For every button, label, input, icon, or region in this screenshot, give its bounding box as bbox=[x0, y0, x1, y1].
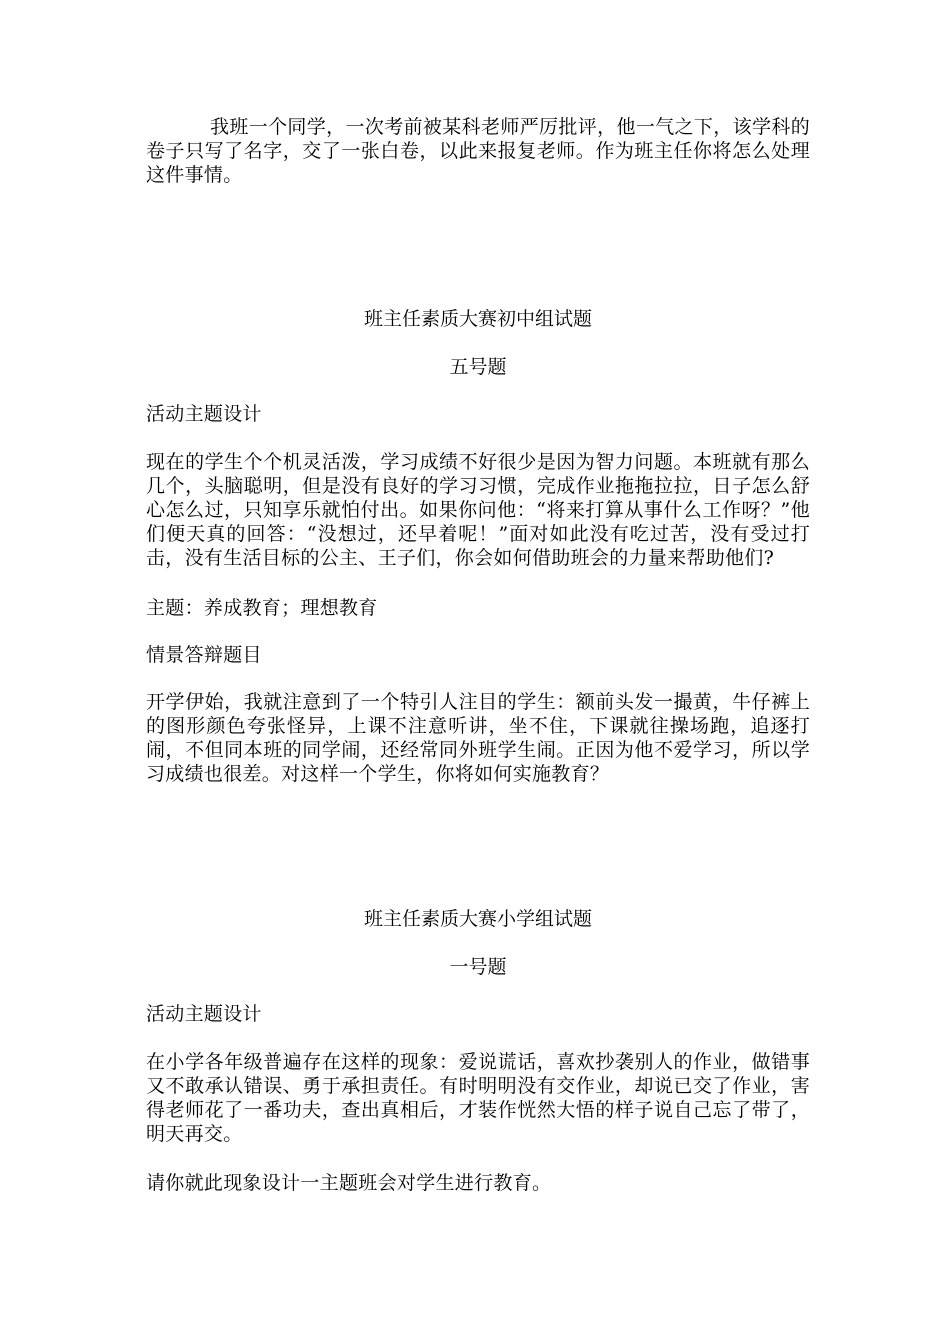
section-title-primary: 班主任素质大赛小学组试题 bbox=[363, 908, 592, 930]
theme-line: 主题：养成教育；理想教育 bbox=[146, 597, 378, 619]
label-activity-design: 活动主题设计 bbox=[146, 403, 262, 425]
section-title-junior: 班主任素质大赛初中组试题 bbox=[363, 308, 592, 330]
activity-paragraph-primary: 在小学各年级普遍存在这样的现象：爱说谎话，喜欢抄袭别人的作业，做错事又不敢承认错误、勇于承担责任。有时明明没有交作业，却说已交了作业，害得老师花了一番功夫，查出真相后，才装作恍然大悟的样子说自己忘了带了，明天再交。 bbox=[146, 1051, 810, 1145]
label-activity-design-primary: 活动主题设计 bbox=[146, 1003, 262, 1025]
scenario-paragraph: 开学伊始，我就注意到了一个特引人注目的学生：额前头发一撮黄，牛仔裤上的图形颜色夸张怪异，上课不注意听讲，坐不住，下课就往操场跑，追逐打闹，不但同本班的同学闹，还经常同外班学生闹。正因为他不爱学习，所以学习成绩也很差。对这样一个学生，你将如何实施教育？ bbox=[146, 691, 810, 785]
label-scenario: 情景答辩题目 bbox=[146, 644, 262, 666]
question-number-five: 五号题 bbox=[449, 356, 507, 378]
activity-paragraph-junior: 现在的学生个个机灵活泼，学习成绩不好很少是因为智力问题。本班就有那么几个，头脑聪明，但是没有良好的学习习惯，完成作业拖拖拉拉，日子怎么舒心怎么过，只知享乐就怕付出。如果你问他：“将来打算从事什么工作呀？”他们便天真的回答：“没想过，还早着呢！”面对如此没有吃过苦，没有受过打击，没有生活目标的公主、王子们，你会如何借助班会的力量来帮助他们? bbox=[146, 451, 810, 569]
intro-paragraph: 我班一个同学，一次考前被某科老师严厉批评，他一气之下，该学科的卷子只写了名字，交了一张白卷，以此来报复老师。作为班主任你将怎么处理这件事情。 bbox=[146, 116, 810, 186]
request-line: 请你就此现象设计一主题班会对学生进行教育。 bbox=[146, 1172, 552, 1194]
question-number-one: 一号题 bbox=[449, 956, 507, 978]
